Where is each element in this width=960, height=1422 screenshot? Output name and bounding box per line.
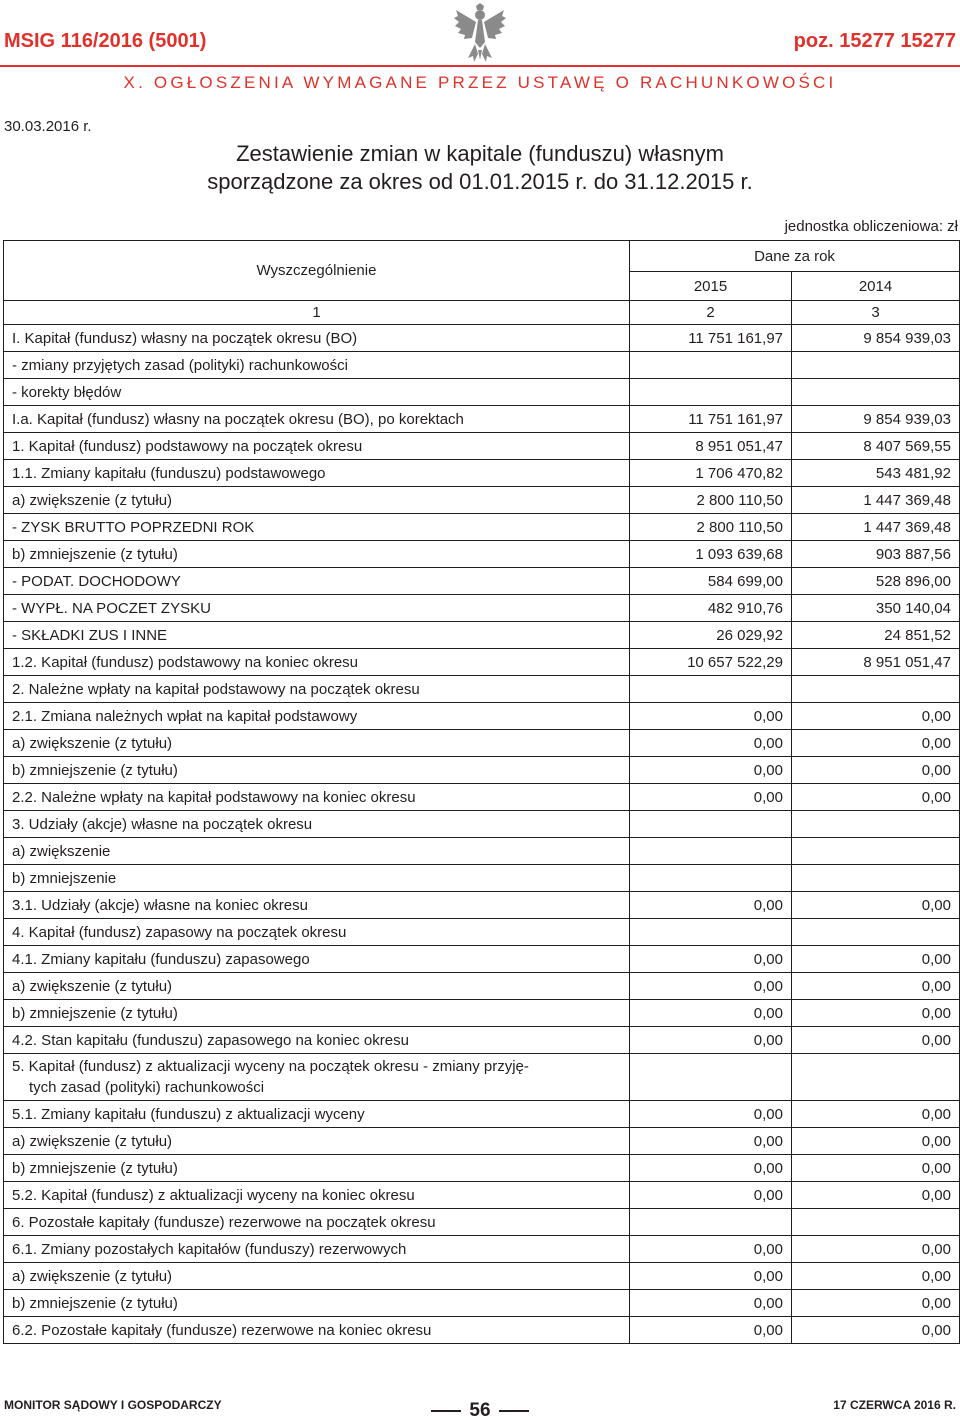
- row-label: a) zwiększenie (z tytułu): [4, 730, 630, 757]
- value-2014: 0,00: [792, 730, 960, 757]
- column-number-3: 3: [792, 301, 960, 325]
- value-2014: 0,00: [792, 1101, 960, 1128]
- value-2015: 0,00: [630, 1182, 792, 1209]
- value-2014: [792, 838, 960, 865]
- table-row: [4, 703, 960, 730]
- value-2015: [630, 676, 792, 703]
- table-row: [4, 784, 960, 811]
- row-label: 6.1. Zmiany pozostałych kapitałów (funduszy) rezerwowych: [4, 1236, 630, 1263]
- value-2015: [630, 865, 792, 892]
- value-2014: 0,00: [792, 1128, 960, 1155]
- table-row: [4, 1182, 960, 1209]
- table-row: [4, 1027, 960, 1054]
- row-label: 2.2. Należne wpłaty na kapitał podstawowy na koniec okresu: [4, 784, 630, 811]
- table-row: [4, 865, 960, 892]
- value-2015: 482 910,76: [630, 595, 792, 622]
- value-2014: 0,00: [792, 946, 960, 973]
- value-2015: 0,00: [630, 1128, 792, 1155]
- footer-publication: MONITOR SĄDOWY I GOSPODARCZY: [4, 1398, 222, 1412]
- value-2015: 0,00: [630, 1000, 792, 1027]
- value-2015: 0,00: [630, 1263, 792, 1290]
- unit-label: jednostka obliczeniowa: zł: [784, 218, 958, 235]
- table-row: [4, 919, 960, 946]
- column-header-2015: 2015: [630, 272, 792, 301]
- value-2014: 528 896,00: [792, 568, 960, 595]
- value-2014: 0,00: [792, 1317, 960, 1344]
- value-2015: 2 800 110,50: [630, 514, 792, 541]
- row-label: I.a. Kapitał (fundusz) własny na początek okresu (BO), po korektach: [4, 406, 630, 433]
- table-row: [4, 514, 960, 541]
- table-row: [4, 1209, 960, 1236]
- column-header-description: Wyszczególnienie: [4, 241, 630, 301]
- table-row: [4, 460, 960, 487]
- value-2015: 0,00: [630, 973, 792, 1000]
- value-2015: 2 800 110,50: [630, 487, 792, 514]
- table-row: [4, 1128, 960, 1155]
- row-label: a) zwiększenie (z tytułu): [4, 973, 630, 1000]
- polish-eagle-emblem-icon: [452, 2, 508, 64]
- value-2014: [792, 1054, 960, 1101]
- row-label: 5.1. Zmiany kapitału (funduszu) z aktualizacji wyceny: [4, 1101, 630, 1128]
- value-2015: 0,00: [630, 946, 792, 973]
- page-number: 56: [469, 1400, 491, 1421]
- row-label: a) zwiększenie (z tytułu): [4, 1128, 630, 1155]
- table-row: [4, 487, 960, 514]
- table-row: [4, 676, 960, 703]
- footer-date: 17 CZERWCA 2016 R.: [833, 1398, 956, 1412]
- value-2014: [792, 865, 960, 892]
- table-row: [4, 730, 960, 757]
- column-header-2014: 2014: [792, 272, 960, 301]
- value-2015: 1 706 470,82: [630, 460, 792, 487]
- table-row: [4, 649, 960, 676]
- value-2014: 0,00: [792, 1000, 960, 1027]
- value-2014: 9 854 939,03: [792, 406, 960, 433]
- footer-page: [420, 1400, 540, 1422]
- row-label: 3. Udziały (akcje) własne na początek okresu: [4, 811, 630, 838]
- value-2015: 0,00: [630, 784, 792, 811]
- row-label: a) zwiększenie (z tytułu): [4, 487, 630, 514]
- value-2015: 10 657 522,29: [630, 649, 792, 676]
- value-2014: 9 854 939,03: [792, 325, 960, 352]
- row-label: a) zwiększenie: [4, 838, 630, 865]
- table-row: [4, 1054, 960, 1101]
- row-label: b) zmniejszenie (z tytułu): [4, 541, 630, 568]
- table-row: [4, 595, 960, 622]
- page-number-dash-left: [431, 1410, 461, 1412]
- table-row: [4, 352, 960, 379]
- value-2015: 0,00: [630, 1101, 792, 1128]
- value-2014: [792, 352, 960, 379]
- value-2014: [792, 379, 960, 406]
- value-2014: 0,00: [792, 973, 960, 1000]
- row-label: - WYPŁ. NA POCZET ZYSKU: [4, 595, 630, 622]
- table-row: [4, 1101, 960, 1128]
- table-row: [4, 622, 960, 649]
- table-row: [4, 757, 960, 784]
- value-2015: 0,00: [630, 730, 792, 757]
- value-2014: 8 407 569,55: [792, 433, 960, 460]
- table-row: [4, 946, 960, 973]
- value-2014: 0,00: [792, 1027, 960, 1054]
- table-row: [4, 973, 960, 1000]
- table-row: [4, 811, 960, 838]
- section-title: X. OGŁOSZENIA WYMAGANE PRZEZ USTAWĘ O RACHUNKOWOŚCI: [123, 73, 837, 92]
- table-row: [4, 892, 960, 919]
- row-label: b) zmniejszenie (z tytułu): [4, 757, 630, 784]
- value-2015: 0,00: [630, 892, 792, 919]
- value-2015: [630, 1054, 792, 1101]
- table-row: [4, 1236, 960, 1263]
- column-header-year-data: Dane za rok: [630, 241, 960, 272]
- value-2015: 0,00: [630, 1290, 792, 1317]
- title-line-2: sporządzone za okres od 01.01.2015 r. do 31.12.2015 r.: [207, 169, 753, 194]
- row-label: 5.2. Kapitał (fundusz) z aktualizacji wyceny na koniec okresu: [4, 1182, 630, 1209]
- value-2014: 0,00: [792, 1236, 960, 1263]
- value-2014: 1 447 369,48: [792, 487, 960, 514]
- value-2015: [630, 811, 792, 838]
- row-label: b) zmniejszenie (z tytułu): [4, 1290, 630, 1317]
- value-2014: 0,00: [792, 892, 960, 919]
- row-label: 2. Należne wpłaty na kapitał podstawowy na początek okresu: [4, 676, 630, 703]
- value-2015: [630, 919, 792, 946]
- row-label: b) zmniejszenie (z tytułu): [4, 1000, 630, 1027]
- value-2014: 8 951 051,47: [792, 649, 960, 676]
- row-label: - korekty błędów: [4, 379, 630, 406]
- value-2015: 0,00: [630, 703, 792, 730]
- value-2014: 0,00: [792, 1263, 960, 1290]
- row-label: - SKŁADKI ZUS I INNE: [4, 622, 630, 649]
- row-label: I. Kapitał (fundusz) własny na początek okresu (BO): [4, 325, 630, 352]
- issue-label: MSIG 116/2016 (5001): [4, 30, 207, 52]
- value-2015: 26 029,92: [630, 622, 792, 649]
- row-label: 3.1. Udziały (akcje) własne na koniec okresu: [4, 892, 630, 919]
- value-2015: [630, 838, 792, 865]
- value-2015: [630, 1209, 792, 1236]
- column-number-2: 2: [630, 301, 792, 325]
- value-2014: 0,00: [792, 1290, 960, 1317]
- value-2014: 0,00: [792, 757, 960, 784]
- value-2014: 903 887,56: [792, 541, 960, 568]
- row-label: b) zmniejszenie (z tytułu): [4, 1155, 630, 1182]
- value-2014: 0,00: [792, 1182, 960, 1209]
- row-label: 6.2. Pozostałe kapitały (fundusze) rezerwowe na koniec okresu: [4, 1317, 630, 1344]
- row-label-line-2: tych zasad (polityki) rachunkowości: [29, 1079, 265, 1096]
- document-date: 30.03.2016 r.: [4, 118, 92, 135]
- row-label: [4, 1054, 630, 1101]
- row-label: - zmiany przyjętych zasad (polityki) rachunkowości: [4, 352, 630, 379]
- table-row: [4, 433, 960, 460]
- row-label: - PODAT. DOCHODOWY: [4, 568, 630, 595]
- value-2015: 0,00: [630, 1317, 792, 1344]
- table-row: [4, 325, 960, 352]
- title-line-1: Zestawienie zmian w kapitale (funduszu) własnym: [236, 141, 724, 166]
- table-row: [4, 1155, 960, 1182]
- row-label: - ZYSK BRUTTO POPRZEDNI ROK: [4, 514, 630, 541]
- value-2014: 543 481,92: [792, 460, 960, 487]
- row-label: a) zwiększenie (z tytułu): [4, 1263, 630, 1290]
- position-label: poz. 15277 15277: [793, 30, 956, 52]
- table-row: [4, 379, 960, 406]
- row-label: b) zmniejszenie: [4, 865, 630, 892]
- row-label: 4. Kapitał (fundusz) zapasowy na początek okresu: [4, 919, 630, 946]
- equity-changes-table: [3, 240, 960, 1344]
- value-2015: 11 751 161,97: [630, 406, 792, 433]
- table-row: [4, 1290, 960, 1317]
- row-label-line-1: 5. Kapitał (fundusz) z aktualizacji wyceny na początek okresu - zmiany przyję-: [12, 1058, 529, 1075]
- value-2015: 1 093 639,68: [630, 541, 792, 568]
- value-2015: 584 699,00: [630, 568, 792, 595]
- value-2015: 0,00: [630, 757, 792, 784]
- page-number-dash-right: [499, 1410, 529, 1412]
- value-2014: [792, 919, 960, 946]
- table-row: [4, 838, 960, 865]
- value-2015: 0,00: [630, 1155, 792, 1182]
- document-title: [0, 140, 960, 196]
- value-2014: 0,00: [792, 784, 960, 811]
- value-2015: 0,00: [630, 1027, 792, 1054]
- value-2015: 8 951 051,47: [630, 433, 792, 460]
- row-label: 4.1. Zmiany kapitału (funduszu) zapasowego: [4, 946, 630, 973]
- table-row: [4, 568, 960, 595]
- table-row: [4, 1000, 960, 1027]
- row-label: 6. Pozostałe kapitały (fundusze) rezerwowe na początek okresu: [4, 1209, 630, 1236]
- value-2015: [630, 352, 792, 379]
- value-2015: 0,00: [630, 1236, 792, 1263]
- value-2014: [792, 676, 960, 703]
- row-label: 1.2. Kapitał (fundusz) podstawowy na koniec okresu: [4, 649, 630, 676]
- header-rule: [0, 65, 960, 67]
- value-2014: 0,00: [792, 1155, 960, 1182]
- column-number-1: 1: [4, 301, 630, 325]
- value-2014: 1 447 369,48: [792, 514, 960, 541]
- value-2015: 11 751 161,97: [630, 325, 792, 352]
- value-2015: [630, 379, 792, 406]
- row-label: 4.2. Stan kapitału (funduszu) zapasowego na koniec okresu: [4, 1027, 630, 1054]
- value-2014: [792, 1209, 960, 1236]
- value-2014: [792, 811, 960, 838]
- table-row: [4, 541, 960, 568]
- value-2014: 24 851,52: [792, 622, 960, 649]
- value-2014: 0,00: [792, 703, 960, 730]
- table-row: [4, 1263, 960, 1290]
- table-row: [4, 406, 960, 433]
- row-label: 1.1. Zmiany kapitału (funduszu) podstawowego: [4, 460, 630, 487]
- table-row: [4, 1317, 960, 1344]
- row-label: 2.1. Zmiana należnych wpłat na kapitał podstawowy: [4, 703, 630, 730]
- value-2014: 350 140,04: [792, 595, 960, 622]
- row-label: 1. Kapitał (fundusz) podstawowy na początek okresu: [4, 433, 630, 460]
